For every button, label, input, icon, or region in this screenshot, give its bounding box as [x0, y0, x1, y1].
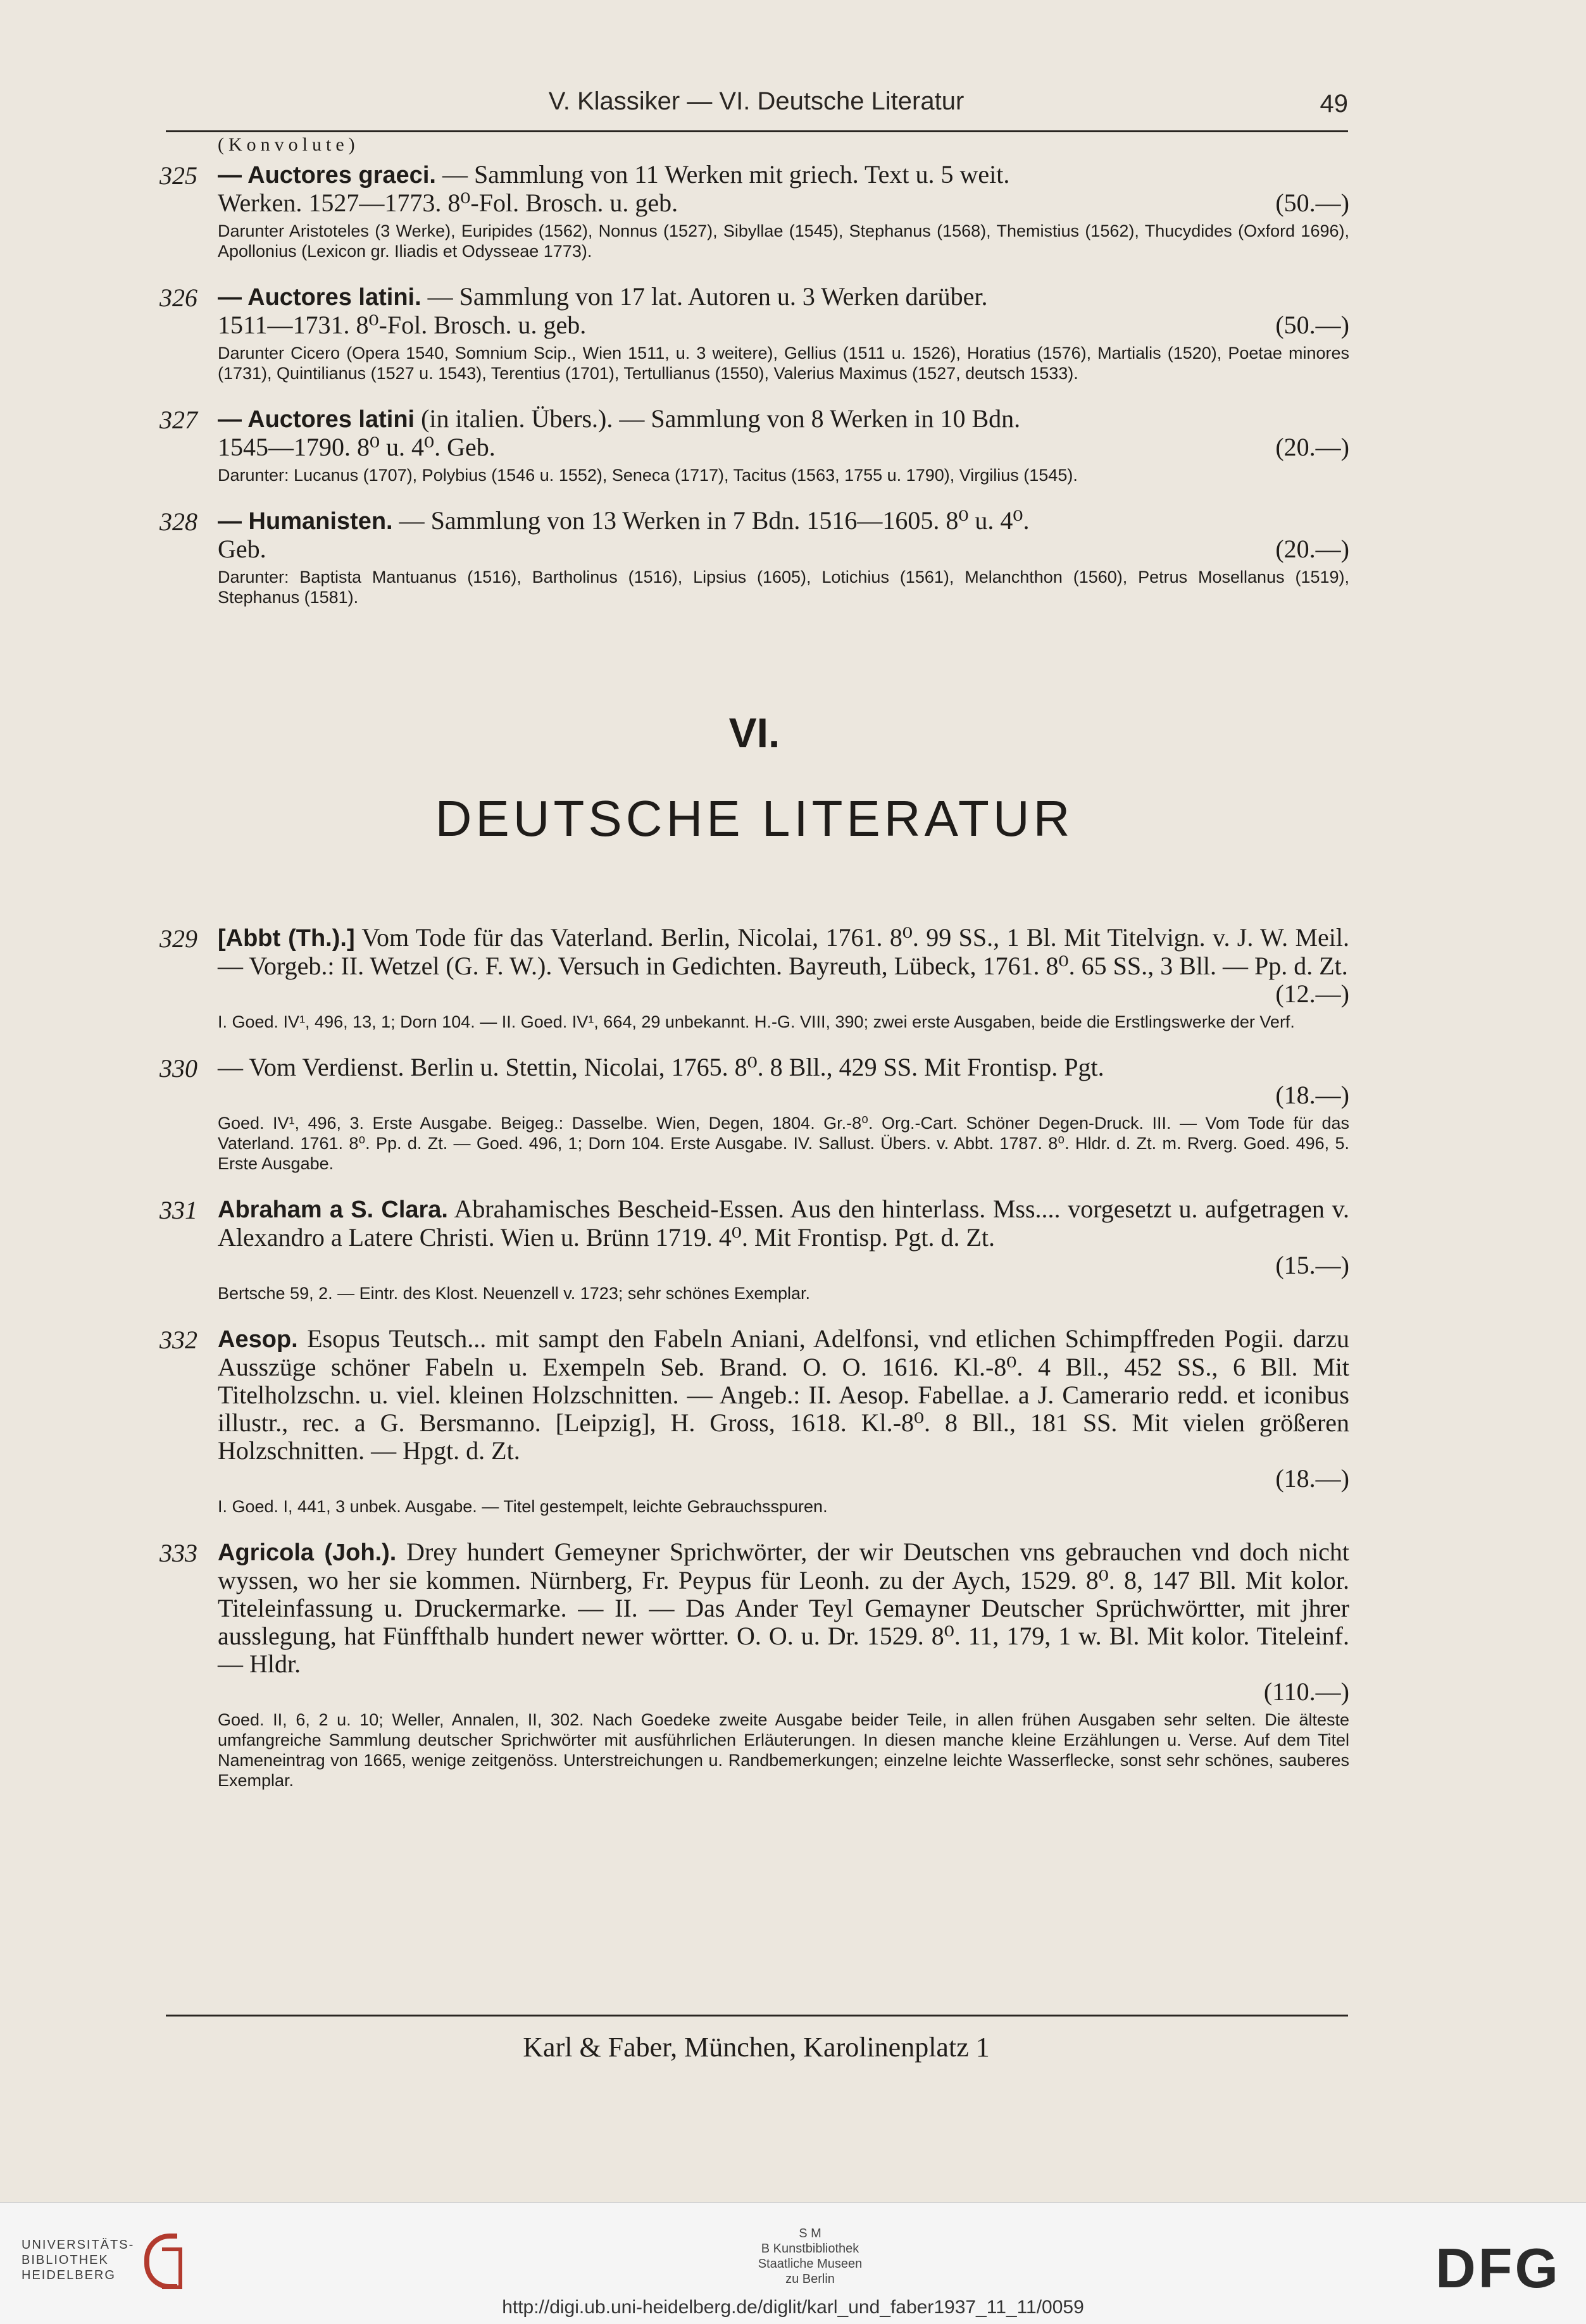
- entry-format: Geb.: [218, 535, 266, 563]
- page-number: 49: [1320, 90, 1348, 118]
- lot-number: 331: [159, 1196, 197, 1224]
- entry-title: — Vom Verdienst. Berlin u. Stettin, Nicolai, 1765. 8⁰. 8 Bll., 429 SS. Mit Frontisp. Pgt.: [218, 1053, 1104, 1081]
- entry-price: (20.—): [1275, 433, 1349, 461]
- entry-final-line: [218, 433, 1349, 461]
- footer-rule: [166, 2015, 1348, 2016]
- catalog-entry: [159, 1325, 1349, 1517]
- entry-author: [Abbt (Th.).]: [218, 925, 355, 952]
- entry-title: — Sammlung von 11 Werken mit griech. Text u. 5 weit.: [435, 160, 1010, 189]
- digitization-bar: [0, 2202, 1586, 2324]
- entry-note: Darunter Aristoteles (3 Werke), Euripides (1562), Nonnus (1527), Sibyllae (1545), Stephanus (1568), Themistius (1562), Thucydides (Oxford 1696), Apollonius (Lexicon gr. Iliadis et Odysseae 1773).: [218, 221, 1349, 261]
- entry-title: — Sammlung von 17 lat. Autoren u. 3 Werken darüber.: [421, 282, 988, 311]
- lot-number: 326: [159, 283, 197, 312]
- entry-final-line: [218, 535, 1349, 563]
- section-numeral: VI.: [728, 709, 780, 756]
- entry-description: [218, 1053, 1349, 1081]
- header-rule: [166, 130, 1348, 132]
- stamp-line: S M: [799, 2227, 821, 2240]
- entry-author: — Auctores latini: [218, 406, 415, 433]
- entry-price: (12.—): [1275, 979, 1349, 1008]
- catalog-content: [159, 134, 1349, 1812]
- lot-number: 325: [159, 161, 197, 190]
- entry-note: Bertsche 59, 2. — Eintr. des Klost. Neuenzell v. 1723; sehr schönes Exemplar.: [218, 1284, 810, 1303]
- entry-title: Vom Tode für das Vaterland. Berlin, Nicolai, 1761. 8⁰. 99 SS., 1 Bl. Mit Titelvign. v. J. W. Meil. — Vorgeb.: II. Wetzel (G. F. W.). Versuch in Gedichten. Bayreuth, Lübeck, 1761. 8⁰. 65 SS., 3 Bll. — Pp. d. Zt.: [218, 923, 1350, 980]
- entry-title: (in italien. Übers.). — Sammlung von 8 Werken in 10 Bdn.: [415, 404, 1021, 433]
- running-head: [165, 87, 1348, 127]
- publisher-imprint: Karl & Faber, München, Karolinenplatz 1: [523, 2032, 990, 2063]
- library-name-line: UNIVERSITÄTS-: [22, 2238, 135, 2252]
- entry-final-line: [218, 1252, 1349, 1279]
- entry-description: [218, 924, 1349, 980]
- entry-title: Drey hundert Gemeyner Sprichwörter, der wir Deutschen vns gebrauchen vnd doch nicht wyssen, wo her sie kommen. Nürnberg, Fr. Peypus für Leonh. zu der Aych, 1529. 8⁰. 8, 147 Bll. Mit kolor. Titeleinfassung u. Druckermarke. — II. — Das Ander Teyl Gemayner Deutscher Sprüchwörtter, mit jhrer ausslegung, hat Fünffthalb hundert newer wörtter. O. O. u. Dr. 1529. 8⁰. 11, 179, 1 w. Bl. Mit kolor. Titeleinf. — Hldr.: [218, 1538, 1350, 1678]
- entry-author: — Auctores graeci.: [218, 162, 436, 189]
- catalog-entry: [159, 1053, 1349, 1174]
- entry-price: (50.—): [1275, 311, 1349, 339]
- entry-author: Agricola (Joh.).: [218, 1539, 397, 1566]
- entry-format: Werken. 1527—1773. 8⁰-Fol. Brosch. u. geb.: [218, 189, 678, 217]
- catalog-entry: [159, 1538, 1349, 1791]
- entry-price: (15.—): [1275, 1251, 1349, 1279]
- dfg-logo[interactable]: DFG: [1435, 2237, 1561, 2299]
- entry-title: Abrahamisches Bescheid-Essen. Aus den hinterlass. Mss.... vorgesetzt u. aufgetragen v. Alexandro a Latere Christi. Wien u. Brünn 1719. 4⁰. Mit Frontisp. Pgt. d. Zt.: [218, 1195, 1349, 1252]
- stamp-line: Staatliche Museen: [758, 2257, 863, 2271]
- entry-note: Darunter Cicero (Opera 1540, Somnium Scip., Wien 1511, u. 3 weitere), Gellius (1511 u. 1526), Horatius (1576), Martialis (1520), Poetae minores (1731), Quintilianus (1527 u. 1543), Terentius (1701), Tertullianus (1550), Valerius Maximus (1527, deutsch 1533).: [218, 344, 1349, 383]
- section-title: DEUTSCHE LITERATUR: [435, 790, 1074, 847]
- entries-klassiker: [159, 161, 1349, 607]
- lot-number: 333: [159, 1539, 197, 1567]
- library-name-line: BIBLIOTHEK: [22, 2253, 109, 2267]
- entry-final-line: [218, 189, 1349, 217]
- entry-description: [218, 161, 1349, 189]
- entry-note: Darunter: Lucanus (1707), Polybius (1546 u. 1552), Seneca (1717), Tacitus (1563, 1755 u. 1790), Virgilius (1545).: [218, 466, 1078, 485]
- entry-description: [218, 507, 1349, 535]
- entry-note: I. Goed. IV¹, 496, 13, 1; Dorn 104. — II. Goed. IV¹, 664, 29 unbekannt. H.-G. VIII, 390; zwei erste Ausgaben, beide die Erstlingswerke der Verf.: [218, 1012, 1295, 1031]
- running-title: V. Klassiker — VI. Deutsche Literatur: [548, 87, 965, 115]
- entry-title: — Sammlung von 13 Werken in 7 Bdn. 1516—1605. 8⁰ u. 4⁰.: [392, 506, 1030, 535]
- catalog-entry: [159, 283, 1349, 383]
- entry-author: — Humanisten.: [218, 508, 393, 535]
- entry-description: [218, 1325, 1349, 1465]
- entry-description: [218, 1195, 1349, 1252]
- lot-number: 329: [159, 924, 197, 953]
- lot-number: 330: [159, 1054, 197, 1083]
- entry-price: (50.—): [1275, 189, 1349, 217]
- catalog-entry: [159, 161, 1349, 261]
- entry-description: [218, 283, 1349, 311]
- entry-author: — Auctores latini.: [218, 284, 421, 311]
- entry-author: Aesop.: [218, 1326, 298, 1353]
- library-name-line: HEIDELBERG: [22, 2268, 116, 2282]
- entry-final-line: [218, 980, 1349, 1008]
- konvolute-label: (Konvolute): [218, 134, 359, 155]
- catalog-entry: [159, 1195, 1349, 1303]
- entry-price: (18.—): [1275, 1081, 1349, 1109]
- permalink-url[interactable]: http://digi.ub.uni-heidelberg.de/diglit/karl_und_faber1937_11_11/0059: [502, 2297, 1084, 2318]
- entry-description: [218, 405, 1349, 433]
- entry-author: Abraham a S. Clara.: [218, 1196, 448, 1223]
- lot-number: 327: [159, 406, 197, 434]
- library-name[interactable]: [22, 2237, 134, 2283]
- entry-description: [218, 1538, 1349, 1678]
- entry-price: (18.—): [1275, 1464, 1349, 1493]
- entry-note: Darunter: Baptista Mantuanus (1516), Bartholinus (1516), Lipsius (1605), Lotichius (1561), Melanchthon (1560), Petrus Mosellanus (1519), Stephanus (1581).: [218, 568, 1349, 607]
- lot-number: 332: [159, 1326, 197, 1354]
- entry-note: I. Goed. I, 441, 3 unbek. Ausgabe. — Titel gestempelt, leichte Gebrauchsspuren.: [218, 1497, 828, 1516]
- lot-number: 328: [159, 507, 197, 536]
- stamp-line: B Kunstbibliothek: [761, 2242, 859, 2256]
- entry-final-line: [218, 1081, 1349, 1109]
- entry-format: 1545—1790. 8⁰ u. 4⁰. Geb.: [218, 433, 496, 461]
- library-logo-icon[interactable]: [144, 2234, 185, 2294]
- entry-final-line: [218, 1678, 1349, 1706]
- entry-price: (110.—): [1263, 1677, 1349, 1706]
- entry-final-line: [218, 1465, 1349, 1493]
- entry-note: Goed. IV¹, 496, 3. Erste Ausgabe. Beigeg.: Dasselbe. Wien, Degen, 1804. Gr.-8⁰. Org.-Cart. Schöner Degen-Druck. III. — Vom Tode für das Vaterland. 1761. 8⁰. Pp. d. Zt. — Goed. 496, 1; Dorn 104. Erste Ausgabe. IV. Sallust. Übers. v. Abbt. 1787. 8⁰. Hldr. d. Zt. m. Rverg. Goed. 496, 5. Erste Ausgabe.: [218, 1114, 1349, 1173]
- provenance-stamp: [747, 2226, 873, 2287]
- stamp-line: zu Berlin: [785, 2272, 835, 2286]
- entry-price: (20.—): [1275, 535, 1349, 563]
- catalog-entry: [159, 507, 1349, 607]
- entries-deutsche-literatur: [159, 924, 1349, 1791]
- entry-title: Esopus Teutsch... mit sampt den Fabeln Aniani, Adelfonsi, vnd etlichen Schimpffreden Pogii. darzu Ausszüge schöner Fabeln u. Exempeln Seb. Brand. O. O. 1616. Kl.-8⁰. 4 Bll., 452 SS., 6 Bll. Mit Titelholzschn. u. viel. kleinen Holzschnitten. — Angeb.: II. Aesop. Fabellae. a J. Camerario redd. et iconibus illustr., rec. a G. Bersmanno. [Leipzig], H. Gross, 1618. Kl.-8⁰. 8 Bll., 181 SS. Mit vielen größeren Holzschnitten. — Hpgt. d. Zt.: [218, 1324, 1349, 1465]
- entry-note: Goed. II, 6, 2 u. 10; Weller, Annalen, II, 302. Nach Goedeke zweite Ausgabe beider Teile, in allen frühen Ausgaben sehr selten. Die älteste umfangreiche Sammlung deutscher Sprichwörter mit ausführlichen Erläuterungen. In diesen manche kleine Erzählungen u. Verse. Auf dem Titel Nameneintrag von 1665, wenige zeitgenöss. Unterstreichungen u. Randbemerkungen; einzelne leichte Wasserflecke, sonst sehr schönes, sauberes Exemplar.: [218, 1710, 1349, 1790]
- entry-format: 1511—1731. 8⁰-Fol. Brosch. u. geb.: [218, 311, 587, 339]
- catalog-entry: [159, 405, 1349, 485]
- catalog-entry: [159, 924, 1349, 1032]
- entry-final-line: [218, 311, 1349, 339]
